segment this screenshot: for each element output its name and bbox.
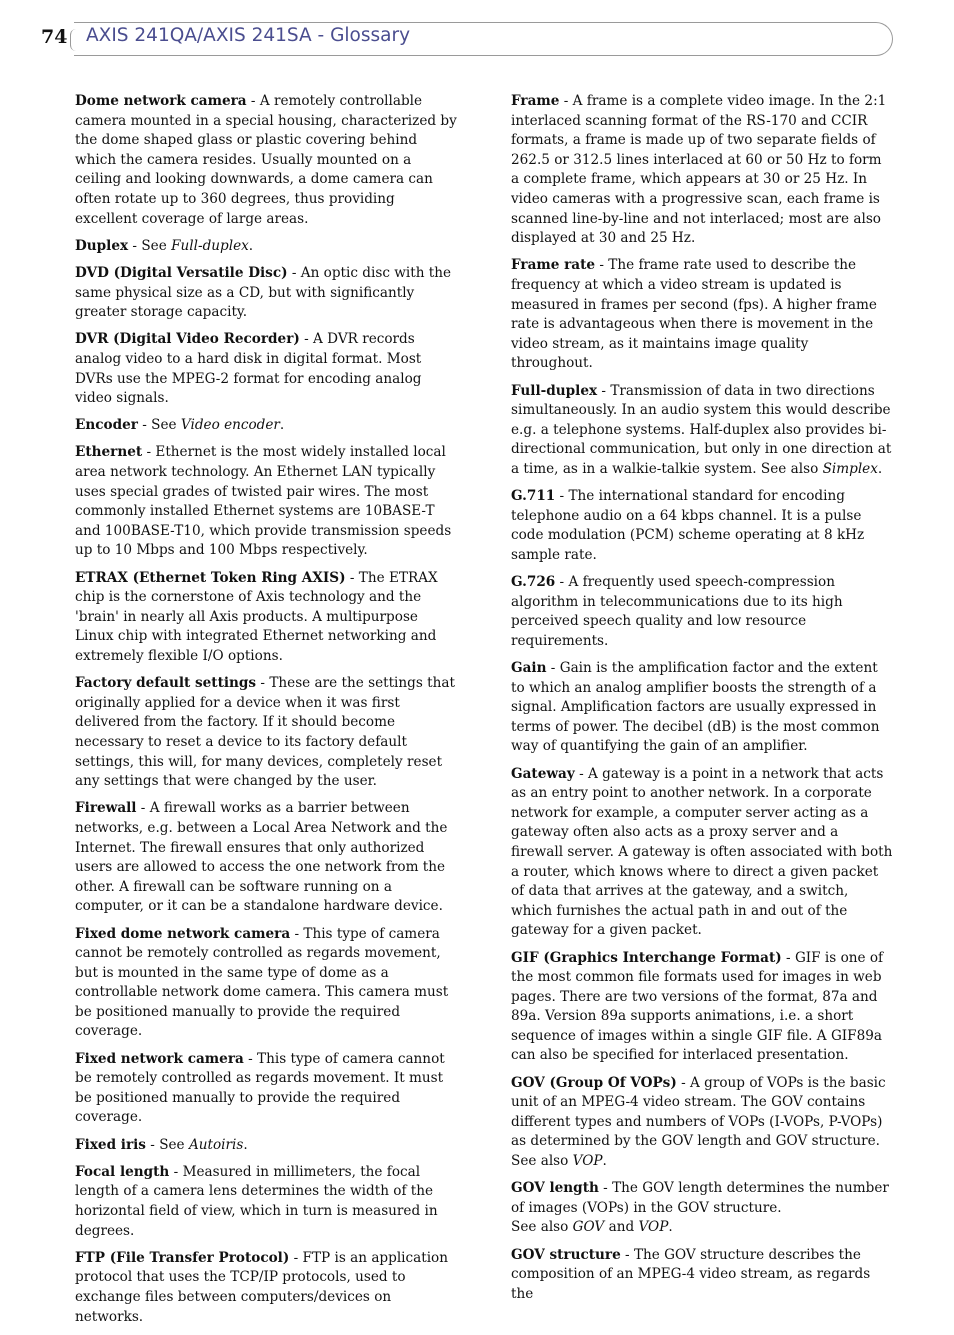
glossary-definition: Measured in millimeters, the focal length of a camera lens determines the width of the horizontal field of view, which in turn is measured in degrees. [75,1163,438,1239]
glossary-entry [511,1246,893,1305]
term-separator: - [781,949,795,966]
cross-reference: Autoiris [188,1136,244,1153]
glossary-entry [511,659,893,757]
term-separator: - [676,1074,691,1091]
glossary-definition: This type of camera cannot be remotely controlled as regards movement, but is mounted in the same type of dome as a controllable network dome camera. This camera must be positioned manually to provide the required coverage. [75,925,449,1040]
glossary-term: Frame rate [511,257,596,274]
glossary-entry [75,92,457,229]
term-separator: - [246,93,260,109]
glossary-definition: The GOV length determines the number of images (VOPs) in the GOV structure. [511,1180,889,1216]
glossary-entry [511,573,893,651]
glossary-definition: A firewall works as a barrier between networks, e.g. between a Local Area Network and the Internet. The firewall ensures that only authorized users are allowed to access the one network from the other. A firewall can be software running on a computer, or it can be a standalone hardware device. [75,800,448,915]
term-separator: - [595,257,609,274]
glossary-term: ETRAX (Ethernet Token Ring AXIS) [75,569,346,586]
glossary-definition: A gateway is a point in a network that acts as an entry point to another network. In a corporate network for example, a computer server acting as a gateway often also acts as a proxy server and a firewall server. A gateway is often associated with both a router, which knows where to direct a given packet of data that arrives at the gateway, and a switch, which furnishes the actual path in and out of the gateway for a given packet. [511,765,893,939]
glossary-term: GOV length [511,1180,599,1197]
glossary-entry [75,1163,457,1241]
glossary-term: Full-duplex [511,382,598,399]
page-number: 74 [41,26,68,48]
page-title: AXIS 241QA/AXIS 241SA - Glossary [86,25,411,46]
cross-reference: VOP [572,1153,603,1170]
glossary-definition: A frequently used speech-compression algorithm in telecommunications due to its high perceived speech quality and low resource requirements. [511,574,843,649]
glossary-term: Fixed dome network camera [75,925,291,942]
glossary-entry [75,1136,457,1156]
glossary-term: Gain [511,660,547,676]
glossary-definition: A DVR records analog video to a hard disk in digital format. Most DVRs use the MPEG-2 format for encoding analog video signals. [75,331,422,407]
cross-reference: VOP [638,1219,669,1236]
term-separator: - [142,444,156,461]
definition-tail: . [248,237,254,254]
term-separator: - [137,417,152,434]
term-separator: - [243,1050,258,1067]
glossary-definition: An optic disc with the same physical size as a CD, but with significantly greater storage capacity. [75,264,452,321]
glossary-term: G.711 [511,488,556,505]
glossary-entry [75,443,457,561]
glossary-right-column [511,92,893,1312]
term-separator: - [555,574,569,591]
glossary-term: GOV (Group Of VOPs) [511,1074,677,1091]
term-separator: - [598,1180,613,1197]
glossary-term: DVR (Digital Video Recorder) [75,331,300,348]
glossary-left-column [75,92,457,1335]
glossary-term: DVD (Digital Versatile Disc) [75,264,288,281]
definition-tail: . [668,1219,673,1236]
see-also-prefix: See also [511,1219,573,1236]
cross-reference: GOV [572,1219,605,1236]
glossary-entry [75,569,457,667]
term-separator: - [289,1249,303,1266]
glossary-definition: FTP is an application protocol that uses the TCP/IP protocols, used to exchange files between computers/devices on networks. [75,1249,448,1325]
term-separator: - [299,331,314,348]
page-header [38,22,896,56]
glossary-definition: See [159,1136,189,1153]
glossary-definition: A group of VOPs is the basic unit of an MPEG-4 video stream. The GOV contains different types and numbers of VOPs (I-VOPs, P-VOPs) as determined by the GOV length and GOV structure. See also [511,1074,886,1170]
glossary-entry [75,237,457,257]
glossary-definition: Transmission of data in two directions simultaneously. In an audio system this would describe e.g. a telephone systems. Half-duplex also provides bi-directional communication, but only in one direction at a time, as in a walkie-talkie system. See also [511,382,892,477]
definition-tail: . [279,417,285,434]
glossary-definition: See [151,417,181,434]
glossary-entry [75,799,457,917]
term-separator: - [597,382,611,399]
glossary-definition: The ETRAX chip is the cornerstone of Axis technology and the 'brain' in nearly all Axis products. A multipurpose Linux chip with integrated Ethernet networking and extremely flexible I/O options. [75,569,438,664]
glossary-term: G.726 [511,574,556,591]
glossary-entry [511,1179,893,1238]
cross-reference: Full-duplex [171,237,249,254]
cross-reference: Video encoder [180,417,280,434]
glossary-definition: The GOV structure describes the composition of an MPEG-4 video stream, as regards the [511,1246,871,1302]
term-separator: - [136,800,150,817]
glossary-entry [75,330,457,408]
glossary-definition: A frame is a complete video image. In the 2:1 interlaced scanning format of the RS-170 and CCIR formats, a frame is made up of two separate fields of 262.5 or 312.5 lines interlaced at 60 or 50 Hz to form a complete frame, which appears at 30 or 25 Hz. In video cameras with a progressive scan, each frame is scanned line-by-line and not interlaced; most are also displayed at 30 and 25 Hz. [511,93,887,247]
glossary-term: Duplex [75,237,129,254]
glossary-definition: Ethernet is the most widely installed local area network technology. An Ethernet LAN typically uses special grades of twisted pair wires. The most commonly installed Ethernet systems are 10BASE-T and 100BASE-T10, which provide transmission speeds up to 10 Mbps and 100 Mbps respectively. [75,444,452,559]
term-separator: - [574,765,589,782]
glossary-entry [75,1249,457,1327]
glossary-definition: See [141,237,172,254]
cross-reference: Simplex [822,460,878,477]
glossary-entry [511,949,893,1067]
glossary-entry [511,382,893,480]
glossary-term: Fixed network camera [75,1050,244,1067]
glossary-entry [75,416,457,436]
glossary-entry [75,264,457,323]
glossary-term: Fixed iris [75,1136,146,1153]
glossary-term: Encoder [75,417,138,434]
glossary-entry [511,487,893,565]
term-separator: - [620,1246,634,1263]
glossary-term: Gateway [511,765,575,782]
glossary-term: Focal length [75,1163,170,1180]
term-separator: - [256,675,270,692]
title-banner [74,22,893,56]
glossary-definition: The international standard for encoding telephone audio on a 64 kbps channel. It is a pulse code modulation (PCM) scheme operating at 8 kHz sample rate. [511,488,865,563]
definition-tail: . [243,1136,248,1153]
term-separator: - [559,93,573,109]
glossary-term: Dome network camera [75,93,247,109]
glossary-entry [75,925,457,1043]
term-separator: - [546,660,560,676]
term-separator: - [145,1136,160,1153]
glossary-term: GIF (Graphics Interchange Format) [511,949,782,966]
term-separator: - [345,569,359,586]
glossary-definition: The frame rate used to describe the frequency at which a video stream is updated is measured in frames per second (fps). A higher frame rate is advantageous when there is movement in the video stream, as it maintains image quality throughout. [511,257,877,372]
term-separator: - [287,264,301,281]
term-separator: - [290,925,304,942]
glossary-entry [75,1050,457,1128]
cross-reference-joiner: and [604,1219,639,1236]
glossary-term: Firewall [75,800,137,817]
glossary-term: Frame [511,93,560,109]
term-separator: - [169,1163,183,1180]
glossary-entry [511,92,893,249]
glossary-term: FTP (File Transfer Protocol) [75,1249,290,1266]
term-separator: - [128,237,142,254]
glossary-term: GOV structure [511,1246,621,1263]
glossary-definition: Gain is the amplification factor and the extent to which an analog amplifier boosts the strength of a signal. Amplification factors are usually expressed in terms of power. The decibel (dB) is the most common way of quantifying the gain of an amplifier. [511,660,880,755]
definition-tail: . [877,460,883,477]
glossary-definition: GIF is one of the most common file formats used for images in web pages. There are two versions of the format, 87a and 89a. Version 89a supports animations, i.e. a short sequence of images within a single GIF file. A GIF89a can also be specified for interlaced presentation. [511,949,884,1064]
glossary-entry [511,1074,893,1172]
glossary-definition: These are the settings that originally applied for a device when it was first delivered from the factory. If it should become necessary to reset a device to its factory default settings, this will, for many devices, completely reset any settings that were changed by the user. [75,675,455,790]
glossary-entry [75,674,457,792]
glossary-entry [511,765,893,941]
glossary-definition: A remotely controllable camera mounted in a special housing, characterized by the dome shaped glass or plastic covering behind which the camera resides. Usually mounted on a ceiling and looking downwards, a dome camera can often rotate up to 360 degrees, thus providing excellent coverage of large areas. [75,93,457,227]
glossary-term: Factory default settings [75,675,257,692]
definition-tail: . [602,1153,607,1170]
glossary-term: Ethernet [75,444,143,461]
glossary-entry [511,256,893,374]
glossary-definition: This type of camera cannot be remotely controlled as regards movement. It must be positioned manually to provide the required coverage. [75,1050,445,1126]
term-separator: - [555,488,569,505]
